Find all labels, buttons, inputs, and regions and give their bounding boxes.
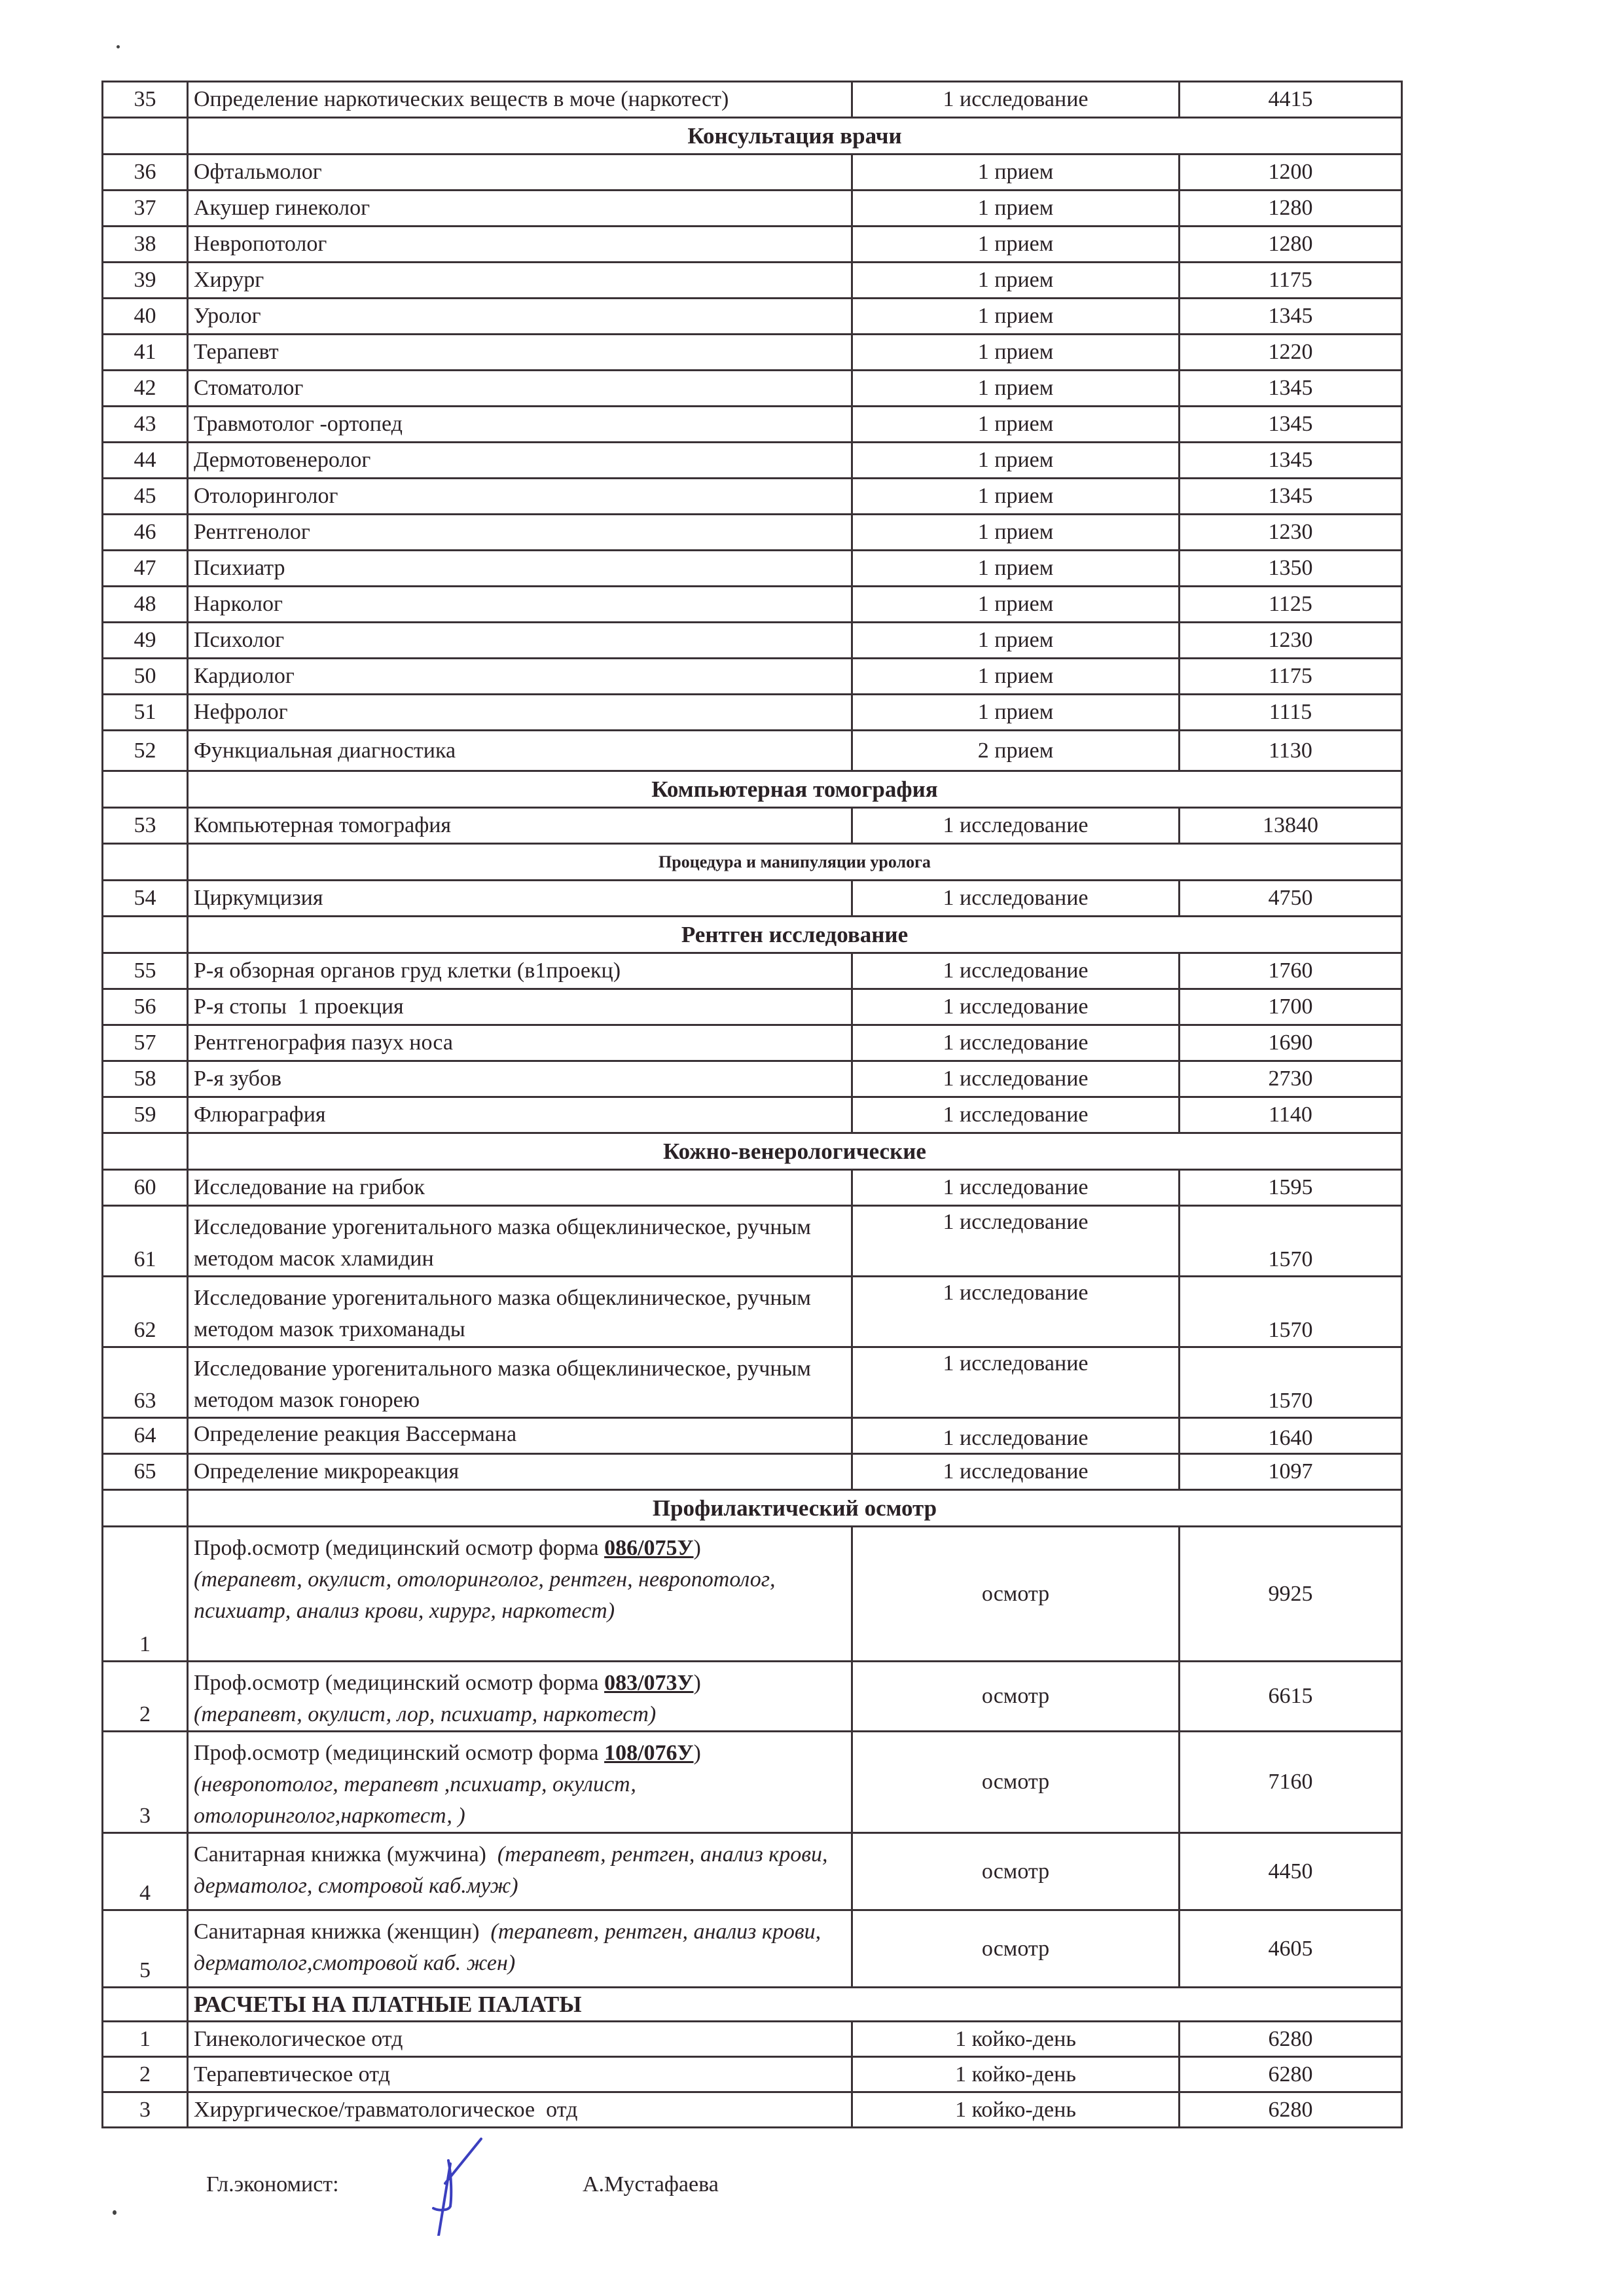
empty-cell [103,1988,188,2022]
service-unit: 1 исследование [852,1418,1180,1454]
service-price: 1570 [1180,1277,1402,1347]
service-name: Акушер гинеколог [188,191,852,227]
service-unit: осмотр [852,1833,1180,1910]
empty-cell [103,771,188,808]
section-heading-row [103,771,1402,808]
scan-speck [117,45,120,48]
service-price: 1230 [1180,515,1402,551]
table-row [103,1910,1402,1988]
service-name: Невропотолог [188,227,852,263]
scan-speck [113,2210,117,2215]
row-number: 3 [103,1732,188,1833]
table-row [103,2057,1402,2092]
service-name [188,1732,852,1833]
service-price: 1345 [1180,371,1402,407]
table-row [103,587,1402,623]
service-unit: 1 исследование [852,1170,1180,1206]
service-price: 1760 [1180,953,1402,989]
row-number: 40 [103,299,188,335]
exam-details: (терапевт, рентген, анализ крови, дерматолог,смотровой каб. жен) [194,1920,821,1975]
service-price: 9925 [1180,1527,1402,1662]
service-unit: 1 прием [852,371,1180,407]
row-number: 1 [103,2022,188,2057]
empty-cell [103,1133,188,1170]
row-number: 47 [103,551,188,587]
section-heading-xray: Рентген исследование [188,917,1402,953]
service-unit: 1 исследование [852,82,1180,118]
row-number: 39 [103,263,188,299]
table-row [103,82,1402,118]
service-name [188,1910,852,1988]
service-name: Определение микрореакция [188,1454,852,1490]
service-unit: 1 прием [852,191,1180,227]
service-unit: 1 исследование [852,989,1180,1025]
table-row [103,479,1402,515]
section-heading-preventive-exam: Профилактический осмотр [188,1490,1402,1527]
service-price: 1700 [1180,989,1402,1025]
service-unit: осмотр [852,1527,1180,1662]
service-price: 1350 [1180,551,1402,587]
table-row [103,443,1402,479]
table-row [103,2022,1402,2057]
service-price: 1345 [1180,299,1402,335]
row-number: 51 [103,695,188,731]
exam-details: (терапевт, окулист, отолоринголог, рентген, невропотолог, психиатр, анализ крови, хирург, наркотест) [194,1567,776,1623]
service-name: Р-я стопы 1 проекция [188,989,852,1025]
exam-details: (терапевт, рентген, анализ крови, дерматолог, смотровой каб.муж) [194,1842,828,1898]
table-row [103,731,1402,771]
handwritten-signature [419,2138,497,2236]
section-heading-row [103,917,1402,953]
service-price: 6615 [1180,1662,1402,1732]
section-heading-dermatovenerology: Кожно-венерологические [188,1133,1402,1170]
service-price: 6280 [1180,2092,1402,2128]
price-table [101,81,1403,2128]
service-name: Дермотовенеролог [188,443,852,479]
service-price: 7160 [1180,1732,1402,1833]
service-price: 1175 [1180,659,1402,695]
service-unit: осмотр [852,1732,1180,1833]
exam-details: (невропотолог, терапевт ,психиатр, окулист, отолоринголог,наркотест, ) [194,1772,636,1828]
empty-cell [103,118,188,155]
section-heading-row [103,1133,1402,1170]
service-name: Исследование урогенитального мазка общеклиническое, ручным методом мазок гонорею [188,1347,852,1418]
table-row [103,881,1402,917]
service-name [188,1662,852,1732]
service-price: 4450 [1180,1833,1402,1910]
service-price: 1230 [1180,623,1402,659]
section-heading-ct: Компьютерная томография [188,771,1402,808]
service-name: Уролог [188,299,852,335]
service-price: 1130 [1180,731,1402,771]
row-number: 2 [103,1662,188,1732]
service-unit: 1 прием [852,227,1180,263]
row-number: 61 [103,1206,188,1277]
service-unit: 1 прием [852,623,1180,659]
table-row [103,1454,1402,1490]
signatory-position: Гл.экономист: [206,2172,339,2196]
service-price: 1640 [1180,1418,1402,1454]
service-name: Компьютерная томография [188,808,852,844]
row-number: 48 [103,587,188,623]
service-unit: 1 койко-день [852,2092,1180,2128]
service-price: 1125 [1180,587,1402,623]
form-code: 108/076У [604,1741,694,1765]
row-number: 64 [103,1418,188,1454]
exam-details: (терапевт, окулист, лор, психиатр, наркотест) [194,1702,657,1726]
row-number: 36 [103,155,188,191]
service-name [188,1527,852,1662]
row-number: 38 [103,227,188,263]
service-name: Терапевт [188,335,852,371]
row-number: 43 [103,407,188,443]
service-unit: 1 прием [852,695,1180,731]
table-row [103,299,1402,335]
section-heading-paid-wards: РАСЧЕТЫ НА ПЛАТНЫЕ ПАЛАТЫ [188,1988,1402,2022]
service-name: Отолоринголог [188,479,852,515]
service-name: Психиатр [188,551,852,587]
service-unit: 1 исследование [852,1347,1180,1418]
form-code: 086/075У [604,1536,694,1560]
table-row [103,371,1402,407]
table-row [103,155,1402,191]
exam-title: Санитарная книжка (мужчина) [194,1842,497,1867]
ward-name: Гинекологическое отд [188,2022,852,2057]
service-price: 1280 [1180,227,1402,263]
table-row [103,1206,1402,1277]
service-price: 1345 [1180,479,1402,515]
service-unit: 1 исследование [852,1454,1180,1490]
service-price: 1690 [1180,1025,1402,1061]
table-row [103,1418,1402,1454]
row-number: 41 [103,335,188,371]
table-row [103,1097,1402,1133]
row-number: 60 [103,1170,188,1206]
service-name: Психолог [188,623,852,659]
service-name: Циркумцизия [188,881,852,917]
table-row [103,1347,1402,1418]
service-unit: 1 прием [852,407,1180,443]
service-price: 1115 [1180,695,1402,731]
service-price: 1345 [1180,407,1402,443]
service-price: 1097 [1180,1454,1402,1490]
service-unit: 1 койко-день [852,2022,1180,2057]
signature-block [0,2172,1624,2225]
service-unit: 1 исследование [852,1206,1180,1277]
row-number: 45 [103,479,188,515]
row-number: 62 [103,1277,188,1347]
row-number: 35 [103,82,188,118]
table-row [103,953,1402,989]
service-name: Нарколог [188,587,852,623]
service-unit: 2 прием [852,731,1180,771]
service-unit: осмотр [852,1662,1180,1732]
table-row [103,551,1402,587]
service-price: 1220 [1180,335,1402,371]
service-price: 1280 [1180,191,1402,227]
row-number: 59 [103,1097,188,1133]
row-number: 49 [103,623,188,659]
service-name: Исследование урогенитального мазка общеклиническое, ручным методом мазок трихоманады [188,1277,852,1347]
row-number: 1 [103,1527,188,1662]
service-unit: 1 исследование [852,1061,1180,1097]
service-unit: 1 исследование [852,1097,1180,1133]
service-name: Рентгенолог [188,515,852,551]
section-heading-row [103,1490,1402,1527]
row-number: 4 [103,1833,188,1910]
service-price: 1200 [1180,155,1402,191]
service-name: Исследование на грибок [188,1170,852,1206]
section-heading-row [103,844,1402,881]
service-unit: 1 прием [852,155,1180,191]
exam-title: Проф.осмотр (медицинский осмотр форма [194,1741,605,1765]
row-number: 57 [103,1025,188,1061]
service-price: 1570 [1180,1347,1402,1418]
table-row [103,515,1402,551]
table-row [103,695,1402,731]
row-number: 65 [103,1454,188,1490]
service-unit: 1 исследование [852,1277,1180,1347]
service-name: Травмотолог -ортопед [188,407,852,443]
table-row [103,1277,1402,1347]
table-row [103,989,1402,1025]
row-number: 46 [103,515,188,551]
service-unit: 1 койко-день [852,2057,1180,2092]
service-name [188,1833,852,1910]
table-row [103,335,1402,371]
service-unit: 1 прием [852,479,1180,515]
row-number: 56 [103,989,188,1025]
exam-title-end: ) [693,1671,701,1695]
service-unit: 1 исследование [852,881,1180,917]
service-name: Рентгенография пазух носа [188,1025,852,1061]
row-number: 50 [103,659,188,695]
table-row [103,1061,1402,1097]
row-number: 52 [103,731,188,771]
row-number: 3 [103,2092,188,2128]
table-row [103,2092,1402,2128]
service-name: Хирург [188,263,852,299]
service-unit: 1 исследование [852,808,1180,844]
row-number: 44 [103,443,188,479]
service-price: 4415 [1180,82,1402,118]
service-name: Стоматолог [188,371,852,407]
service-name: Р-я зубов [188,1061,852,1097]
ward-name: Терапевтическое отд [188,2057,852,2092]
table-row [103,623,1402,659]
service-price: 6280 [1180,2022,1402,2057]
table-row [103,263,1402,299]
exam-title-end: ) [693,1741,701,1765]
service-unit: осмотр [852,1910,1180,1988]
service-price: 13840 [1180,808,1402,844]
service-price: 1345 [1180,443,1402,479]
row-number: 54 [103,881,188,917]
table-row [103,227,1402,263]
ward-name: Хирургическое/травматологическое отд [188,2092,852,2128]
table-row [103,1662,1402,1732]
section-heading-row [103,118,1402,155]
service-unit: 1 прием [852,515,1180,551]
service-name: Офтальмолог [188,155,852,191]
service-name: Функциальная диагностика [188,731,852,771]
service-unit: 1 прием [852,659,1180,695]
service-price: 2730 [1180,1061,1402,1097]
service-unit: 1 прием [852,335,1180,371]
empty-cell [103,917,188,953]
table-row [103,659,1402,695]
service-price: 1570 [1180,1206,1402,1277]
table-row [103,1025,1402,1061]
row-number: 53 [103,808,188,844]
row-number: 55 [103,953,188,989]
table-row [103,1170,1402,1206]
row-number: 58 [103,1061,188,1097]
service-price: 1175 [1180,263,1402,299]
table-row [103,1833,1402,1910]
row-number: 2 [103,2057,188,2092]
table-row [103,407,1402,443]
service-name: Р-я обзорная органов груд клетки (в1проекц) [188,953,852,989]
row-number: 63 [103,1347,188,1418]
signatory-name: А.Мустафаева [583,2172,719,2196]
table-row [103,1732,1402,1833]
service-unit: 1 прием [852,299,1180,335]
row-number: 5 [103,1910,188,1988]
service-name: Флюраграфия [188,1097,852,1133]
service-name: Кардиолог [188,659,852,695]
form-code: 083/073У [604,1671,694,1695]
exam-title: Санитарная книжка (женщин) [194,1920,491,1944]
row-number: 37 [103,191,188,227]
service-unit: 1 прием [852,443,1180,479]
exam-title: Проф.осмотр (медицинский осмотр форма [194,1536,605,1560]
service-name: Определение наркотических веществ в моче (наркотест) [188,82,852,118]
service-unit: 1 прием [852,551,1180,587]
table-row [103,808,1402,844]
service-name: Определение реакция Вассермана [188,1418,852,1454]
service-unit: 1 прием [852,587,1180,623]
service-unit: 1 исследование [852,953,1180,989]
table-row [103,1527,1402,1662]
empty-cell [103,1490,188,1527]
service-unit: 1 прием [852,263,1180,299]
service-price: 4750 [1180,881,1402,917]
empty-cell [103,844,188,881]
section-heading-urology: Процедура и манипуляции уролога [188,844,1402,881]
service-name: Исследование урогенитального мазка общеклиническое, ручным методом масок хламидин [188,1206,852,1277]
section-heading-row [103,1988,1402,2022]
service-price: 4605 [1180,1910,1402,1988]
service-unit: 1 исследование [852,1025,1180,1061]
row-number: 42 [103,371,188,407]
service-price: 1140 [1180,1097,1402,1133]
service-price: 6280 [1180,2057,1402,2092]
table-row [103,191,1402,227]
exam-title: Проф.осмотр (медицинский осмотр форма [194,1671,605,1695]
section-heading-consultation: Консультация врачи [188,118,1402,155]
service-price: 1595 [1180,1170,1402,1206]
exam-title-end: ) [693,1536,701,1560]
service-name: Нефролог [188,695,852,731]
